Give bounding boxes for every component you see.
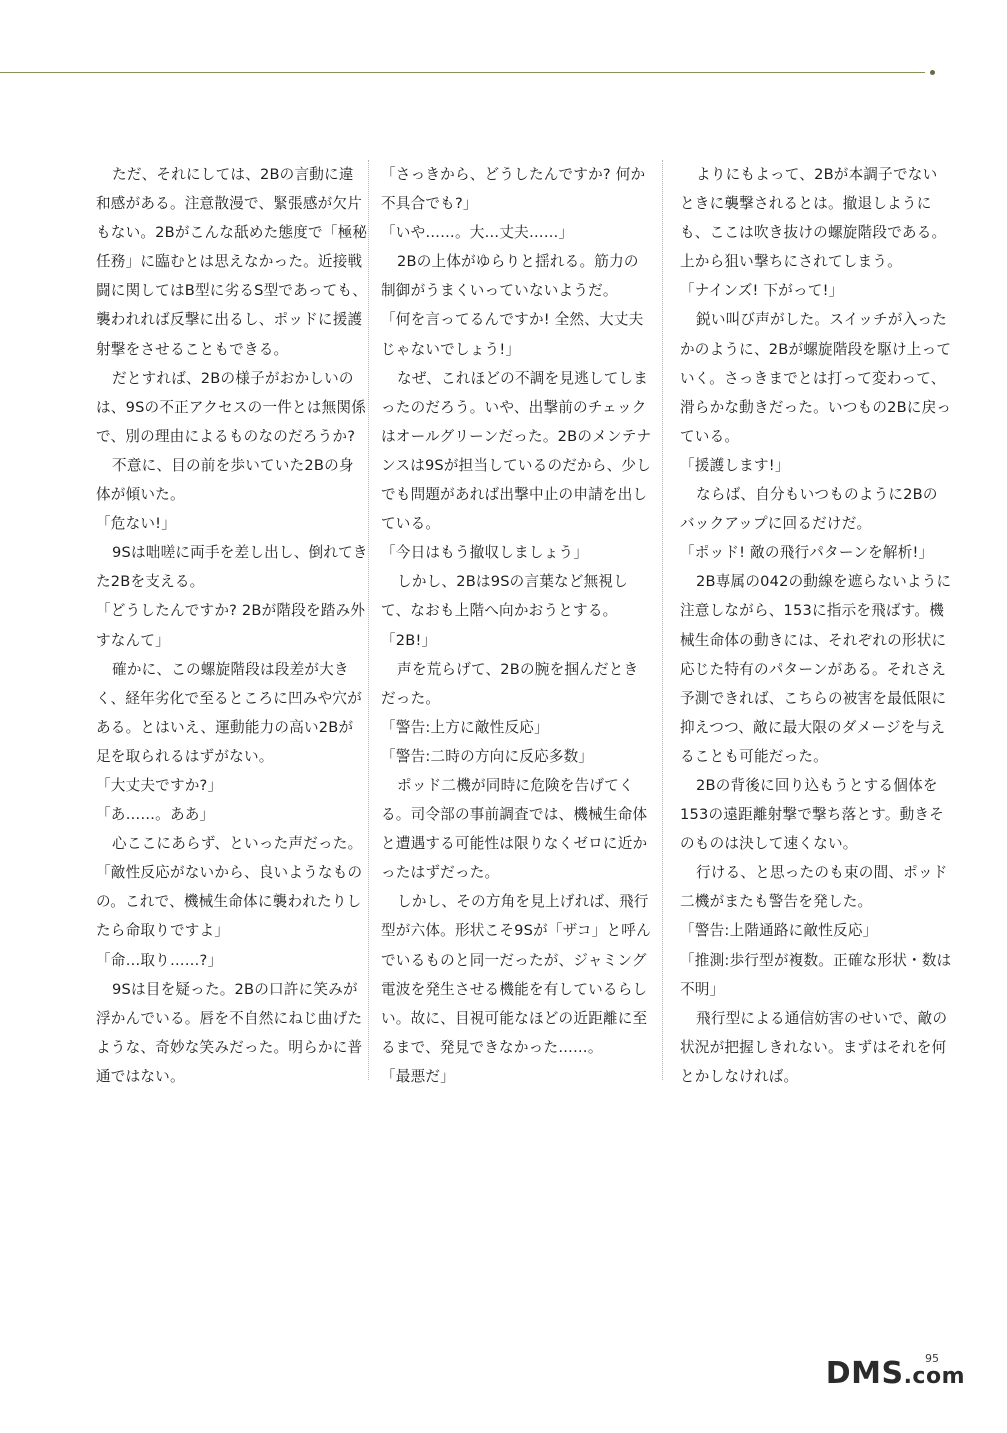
paragraph: だとすれば、2Bの様子がおかしいのは、9Sの不正アクセスの一件とは無関係で、別の理由によるものなのだろうか? xyxy=(96,369,367,445)
paragraph: しかし、その方角を見上げれば、飛行型が六体。形状こそ9Sが「ザコ」と呼んでいるものと同一だったが、ジャミング電波を発生させる機能を有しているらしい。故に、目視可能なほどの近距離に至るまで、発見できなかった……。 xyxy=(381,893,651,1056)
paragraph: よりにもよって、2Bが本調子でないときに襲撃されるとは。撤退しようにも、ここは吹き抜けの螺旋階段である。上から狙い撃ちにされてしまう。 xyxy=(680,166,947,271)
paragraph: 9Sは目を疑った。2Bの口許に笑みが浮かんでいる。唇を不自然にねじ曲げたような、奇妙な笑みだった。明らかに普通ではない。 xyxy=(96,980,363,1085)
paragraph: 「警告:上階通路に敵性反応」 xyxy=(680,922,878,940)
paragraph: 不意に、目の前を歩いていた2Bの身体が傾いた。 xyxy=(96,456,354,504)
paragraph: 「今日はもう撤収しましょう」 xyxy=(381,544,589,562)
column-divider-1 xyxy=(368,160,369,1080)
top-rule xyxy=(0,72,925,73)
paragraph: 「ナインズ! 下がって!」 xyxy=(680,282,844,300)
paragraph: 「援護します!」 xyxy=(680,456,790,474)
paragraph: 「あ……。ああ」 xyxy=(96,806,215,824)
paragraph: 「警告:二時の方向に反応多数」 xyxy=(381,747,594,765)
watermark-logo xyxy=(826,1356,965,1391)
paragraph: ポッド二機が同時に危険を告げてくる。司令部の事前調査では、機械生命体と遭遇する可能性は限りなくゼロに近かったはずだった。 xyxy=(381,776,648,882)
text-column-1 xyxy=(96,160,368,1091)
paragraph: 鋭い叫び声がした。スイッチが入ったかのように、2Bが螺旋階段を駆け上っていく。さっきまでとは打って変わって、滑らかな動きだった。いつもの2Bに戻っている。 xyxy=(680,311,952,445)
paragraph: 飛行型による通信妨害のせいで、敵の状況が把握しきれない。まずはそれを何とかしなければ。 xyxy=(680,1009,948,1085)
paragraph: 「命…取り……?」 xyxy=(96,951,223,969)
paragraph: 「いや……。大…丈夫……」 xyxy=(381,224,574,242)
paragraph: なぜ、これほどの不調を見逃してしまったのだろう。いや、出撃前のチェックはオールグリーンだった。2Bのメンテナンスは9Sが担当しているのだから、少しでも問題があれば出撃中止の申請を出している。 xyxy=(381,369,652,533)
column-divider-2 xyxy=(662,160,663,1080)
paragraph: 「敵性反応がないから、良いようなものの。これで、機械生命体に襲われたりしたら命取りですよ」 xyxy=(96,864,363,940)
watermark-brand: DMS xyxy=(825,1356,904,1391)
paragraph: 声を荒らげて、2Bの腕を掴んだときだった。 xyxy=(381,660,639,707)
top-rule-dot xyxy=(930,70,935,75)
paragraph: 心ここにあらず、といった声だった。 xyxy=(112,835,363,853)
paragraph: 2B専属の042の動線を遮らないように注意しながら、153に指示を飛ばす。機械生命体の動きには、それぞれの形状に応じた特有のパターンがある。それさえ予測できれば、こちらの被害を最低限に抑えつつ、敵に最大限のダメージを与えることも可能だった。 xyxy=(680,573,952,765)
paragraph: しかし、2Bは9Sの言葉など無視して、なおも上階へ向かおうとする。 xyxy=(381,573,629,620)
paragraph: 「大丈夫ですか?」 xyxy=(96,776,223,794)
paragraph: 2Bの背後に回り込もうとする個体を153の遠距離射撃で撃ち落とす。動きそのものは決して速くない。 xyxy=(680,776,944,853)
paragraph: 「さっきから、どうしたんですか? 何か不具合でも?」 xyxy=(381,166,646,213)
paragraph: 「推測:歩行型が複数。正確な形状・数は不明」 xyxy=(680,951,952,998)
page-number: 95 xyxy=(925,1352,939,1365)
paragraph: ならば、自分もいつものように2Bのバックアップに回るだけだ。 xyxy=(680,486,938,533)
text-column-2 xyxy=(381,160,653,1091)
paragraph: 「2B!」 xyxy=(381,631,437,649)
paragraph: 「最悪だ」 xyxy=(381,1067,455,1085)
paragraph: 「どうしたんですか? 2Bが階段を踏み外すなんて」 xyxy=(96,602,366,649)
paragraph: ただ、それにしては、2Bの言動に違和感がある。注意散漫で、緊張感が欠片もない。2Bがこんな舐めた態度で「極秘任務」に臨むとは思えなかった。近接戦闘に関してはB型に劣るS型であっても、襲われれば反撃に出るし、ポッドに援護射撃をさせることもできる。 xyxy=(96,166,368,358)
paragraph: 行ける、と思ったのも束の間、ポッド二機がまたも警告を発した。 xyxy=(680,864,948,911)
paragraph: 確かに、この螺旋階段は段差が大きく、経年劣化で至るところに凹みや穴がある。とはいえ、運動能力の高い2Bが足を取られるはずがない。 xyxy=(96,660,362,765)
text-column-3 xyxy=(680,160,952,1091)
paragraph: 9Sは咄嗟に両手を差し出し、倒れてきた2Bを支える。 xyxy=(96,544,368,591)
paragraph: 2Bの上体がゆらりと揺れる。筋力の制御がうまくいっていないようだ。 xyxy=(381,253,639,300)
paragraph: 「ポッド! 敵の飛行パターンを解析!」 xyxy=(680,544,934,562)
paragraph: 「何を言ってるんですか! 全然、大丈夫じゃないでしょう!」 xyxy=(381,311,644,358)
watermark-suffix: .com xyxy=(903,1364,965,1389)
paragraph: 「危ない!」 xyxy=(96,515,177,533)
paragraph: 「警告:上方に敵性反応」 xyxy=(381,718,549,736)
